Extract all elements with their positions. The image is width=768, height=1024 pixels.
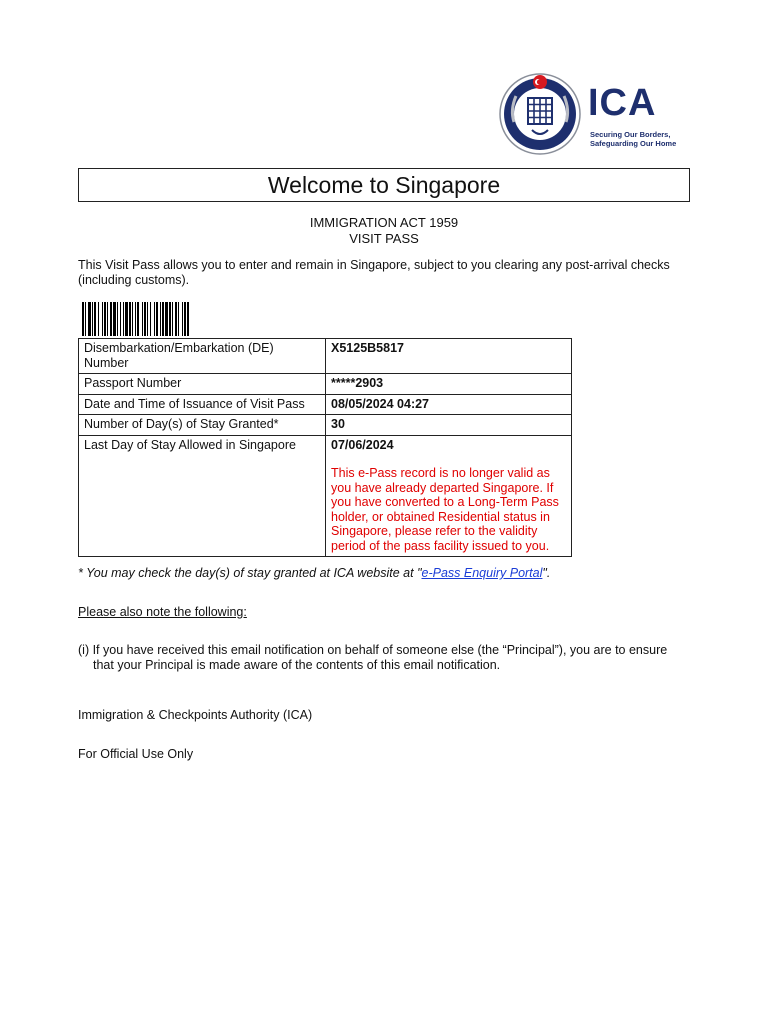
ica-logo <box>498 72 677 156</box>
table-row <box>79 435 572 557</box>
last-day-cell <box>326 435 572 557</box>
ica-tagline <box>590 130 676 148</box>
intro-text: This Visit Pass allows you to enter and remain in Singapore, subject to you clearing any post-arrival checks (including customs). <box>78 258 670 287</box>
stay-footnote <box>78 566 550 580</box>
issuance-datetime-value: 08/05/2024 04:27 <box>326 394 572 415</box>
ica-logo-text: ICA <box>588 82 657 124</box>
note-item-1: (i) If you have received this email notification on behalf of someone else (the “Principal”), you are to ensure that your Principal is made aware of the contents of this email notification. <box>78 643 668 672</box>
notes-heading: Please also note the following: <box>78 605 247 619</box>
table-row <box>79 394 572 415</box>
table-row <box>79 415 572 436</box>
pass-type-heading: VISIT PASS <box>349 231 419 246</box>
footnote-prefix: * You may check the day(s) of stay granted at ICA website at " <box>78 566 422 580</box>
visit-pass-details-table <box>78 338 572 557</box>
issuance-datetime-label: Date and Time of Issuance of Visit Pass <box>79 394 326 415</box>
epass-enquiry-portal-link[interactable]: e-Pass Enquiry Portal <box>421 566 543 580</box>
days-granted-value: 30 <box>326 415 572 436</box>
last-day-value: 07/06/2024 <box>331 437 394 452</box>
barcode <box>82 302 228 336</box>
passport-number-value: *****2903 <box>326 374 572 395</box>
issuer-signature: Immigration & Checkpoints Authority (ICA) <box>78 708 313 722</box>
table-row <box>79 374 572 395</box>
days-granted-label: Number of Day(s) of Stay Granted* <box>79 415 326 436</box>
ica-crest-icon <box>498 72 582 156</box>
last-day-label: Last Day of Stay Allowed in Singapore <box>79 435 326 557</box>
validity-warning: This e-Pass record is no longer valid as you have already departed Singapore. If you have converted to a Long-Term Pass holder, or obtained Residential status in Singapore, please refer to the validity period of the pass facility issued to you. <box>331 466 559 553</box>
ica-tagline-line-1: Securing Our Borders, <box>590 130 671 139</box>
page-title: Welcome to Singapore <box>78 168 690 202</box>
footnote-suffix: ". <box>542 566 551 580</box>
de-number-value: X5125B5817 <box>326 339 572 374</box>
ica-tagline-line-2: Safeguarding Our Home <box>590 139 677 148</box>
table-row <box>79 339 572 374</box>
passport-number-label: Passport Number <box>79 374 326 395</box>
official-use-label: For Official Use Only <box>78 747 194 761</box>
act-heading: IMMIGRATION ACT 1959 <box>309 215 459 230</box>
de-number-label: Disembarkation/Embarkation (DE) Number <box>79 339 326 374</box>
